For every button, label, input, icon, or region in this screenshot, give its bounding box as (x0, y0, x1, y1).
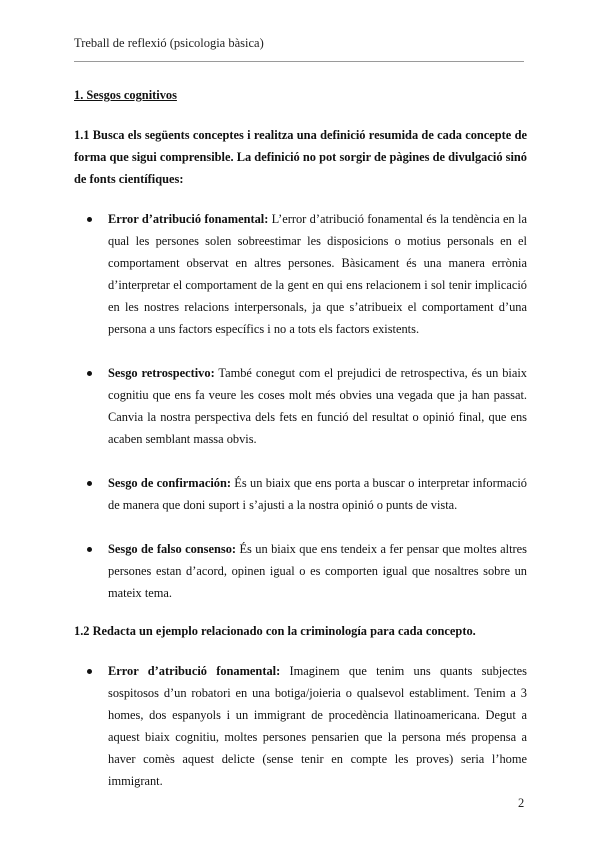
concept-definition: És un biaix que ens porta a buscar o interpretar informació de manera que doni suport i s’ajusti a la nostra opinió o punts de vista. (108, 476, 527, 512)
bullet-icon (87, 371, 92, 376)
list-item (74, 472, 527, 516)
question-1-title: 1.1 Busca els següents conceptes i realitza una definició resumida de cada concepte de forma que sigui comprensible. La definició no pot sorgir de pàgines de divulgació sinó de fonts científiques: (74, 128, 527, 186)
page-header-title: Treball de reflexió (psicologia bàsica) (74, 36, 264, 50)
concept-term: Sesgo de confirmación: (108, 476, 231, 490)
bullet-icon (87, 547, 92, 552)
concept-example: Imaginem que tenim uns quants subjectes sospitosos d’un robatori en una botiga/joieria o qualsevol establiment. Tenim a 3 homes, dos espanyols i un immigrant de procedència llatinoamericana. Degut a aquest biaix cognitiu, moltes persones pensarien que la persona més propensa a haver comès aquest delicte (sense tenir en compte les proves) seria l’home immigrant. (108, 664, 527, 788)
list-item (74, 660, 527, 792)
document-body (74, 84, 527, 792)
concept-definition: L’error d’atribució fonamental és la tendència en la qual les persones solen sobreestimar les disposicions o motius personals en el comportament observat en altres persones. Bàsicament és una manera errònia d’interpretar el comportament de la gent en qui ens relacionem i sol tenir implicació en les nostres relacions interpersonals, ja que s’atribueix el comportament d’una persona a uns factors específics i no a tots els factors existents. (108, 212, 527, 336)
question-2-title: 1.2 Redacta un ejemplo relacionado con la criminología para cada concepto. (74, 624, 476, 638)
section-title: 1. Sesgos cognitivos (74, 88, 177, 102)
concept-term: Error d’atribució fonamental: (108, 664, 281, 678)
concept-term: Sesgo retrospectivo: (108, 366, 215, 380)
concept-term: Sesgo de falso consenso: (108, 542, 237, 556)
page-number: 2 (518, 796, 525, 810)
list-item (74, 362, 527, 450)
bullet-icon (87, 669, 92, 674)
bullet-icon (87, 481, 92, 486)
list-item (74, 538, 527, 604)
header-divider (74, 61, 524, 62)
concept-term: Error d’atribució fonamental: (108, 212, 269, 226)
bullet-icon (87, 217, 92, 222)
concept-definition: També conegut com el prejudici de retrospectiva, és un biaix cognitiu que ens fa veure les coses molt més obvies una vegada que ja han passat. Canvia la nostra perspectiva dels fets en funció del resultat o opinió final, que ens acaben semblant massa obvis. (108, 366, 528, 446)
concept-definition: És un biaix que ens tendeix a fer pensar que moltes altres persones estan d’acord, opinen igual o es comporten igual que nosaltres sobre un mateix tema. (108, 542, 527, 600)
list-item (74, 208, 527, 340)
question-2-list (74, 660, 527, 792)
question-1-list (74, 208, 527, 604)
